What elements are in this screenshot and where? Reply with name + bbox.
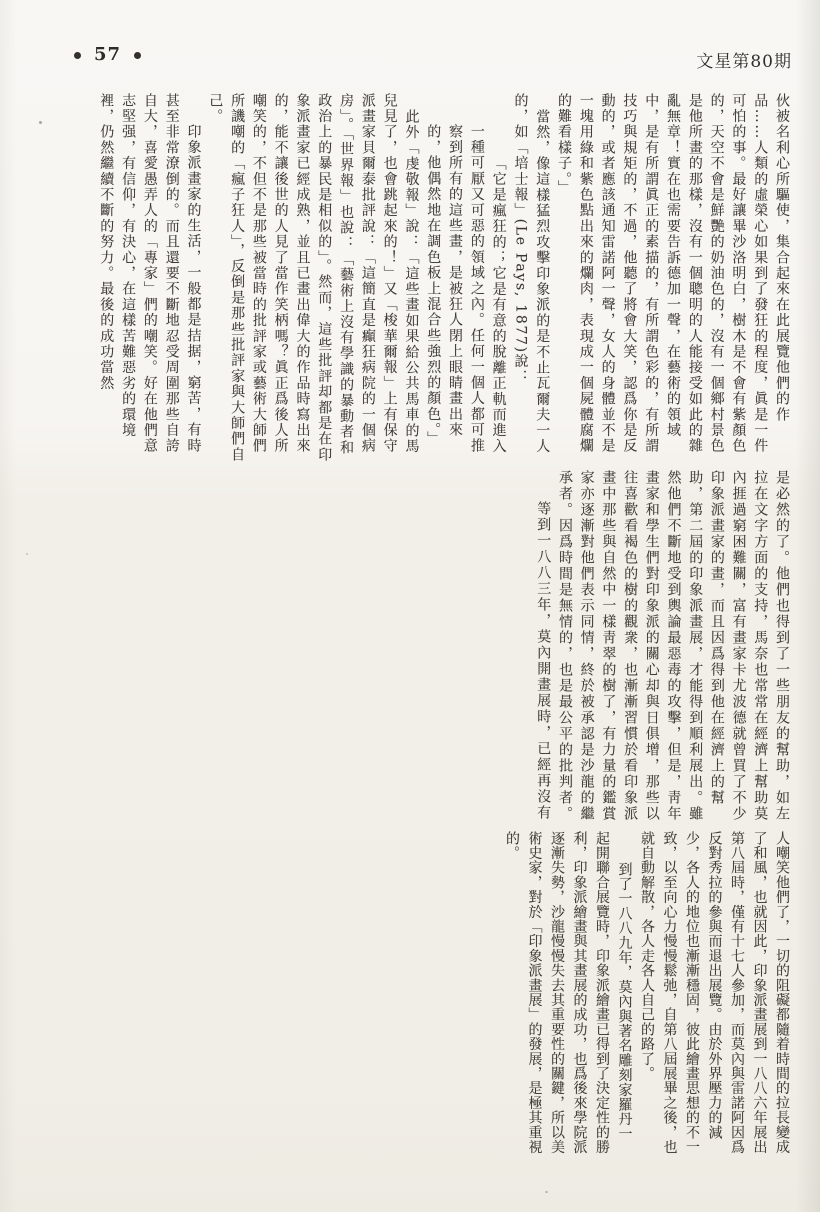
paragraph: 到了一八八九年，莫內與著名雕刻家羅丹一起開聯合展覽時，印象派繪畫已得到了決定性的勝利，印象派繪畫與其畫展的成功，也爲後來學院派逐漸失勢，沙龍慢慢失去其重要性的關鍵，所以美術史家，對於「印象派畫展」的發展，是極其重視的。 bbox=[504, 831, 633, 1155]
scan-speck bbox=[26, 553, 28, 555]
paragraph: 此外「虔敬報」說：「這些畫如果給公共馬車的馬兒見了，也會跳起來的！」又「梭華爾報」上有保守派畫家貝爾泰批評說：「這簡直是癲狂病院的一個病房」。「世界報」也說：「藝術上沒有學識的暴動者和政治上的暴民是相似的」。然而，這些批評却都是在印象派畫家已經成熟，並且已畫出偉大的作品時寫出來的，能不讓後世的人見了當作笑柄嗎？眞正爲後人所嘲笑的，不但不是那些被當時的批評家或藝術大師們所譏嘲的「瘋子狂人」，反倒是那些批評家與大師們自己。 bbox=[207, 93, 420, 463]
paragraph-continuation: 伙被名利心所驅使，集合起來在此展覽他們的作品……人類的虛榮心如果到了發狂的程度，眞是一件可怕的事。最好讓畢沙洛明白，樹木是不會有紫顏色的，天空不會是鮮艷的奶油色的，沒有一個鄉村景色是他所畫的那樣，沒有一個聰明的人能接受如此的雜亂無章！實在也需要告訴德加一聲，在藝術的領域中，是有所謂眞正的素描的，有所謂色彩的，有所謂技巧與規矩的，不過，他聽了將會大笑，認爲你是反動的，或者應該通知雷諾阿一聲，女人的身體並不是一塊用綠和紫色點出來的爛肉，表現成一個屍體腐爛的難看樣子。」 bbox=[556, 93, 790, 455]
text-band-middle bbox=[492, 470, 792, 824]
page-number-value: 57 bbox=[94, 44, 122, 65]
block-quote: 「它是瘋狂的；它是有意的脫離正軌而進入一種可厭又可惡的領域之內。任何一個人都可推察到所有的這些畫，是被狂人閉上眼睛畫出來的，他偶然地在調色板上混合些強烈的顏色。」 bbox=[425, 124, 507, 455]
paragraph: 印象派畫家的生活，一般都是拮据，窮苦，有時甚至非常潦倒的。而且還要不斷地忍受周圍那些自誇自大，喜愛愚弄人的「專家」們的嘲笑。好在他們意志堅强，有信仰，有決心，在這樣苦難惡劣的環境裡，仍然繼續不斷的努力。最後的成功當然 bbox=[98, 93, 202, 455]
bullet-dot-icon bbox=[134, 52, 141, 59]
scan-speck bbox=[545, 1191, 548, 1193]
paragraph: 當然，像這樣猛烈攻擊印象派的是不止瓦爾夫一人的，如「培士報」(Le Pays, 1877)說： bbox=[512, 93, 551, 455]
scan-speck bbox=[39, 121, 42, 124]
page-number bbox=[74, 44, 141, 66]
paragraph: 等到一八八三年，莫內開畫展時，已經再沒有 bbox=[535, 501, 552, 821]
paragraph-continuation: 是必然的了。他們也得到了一些朋友的幫助，如左拉在文字方面的支持，馬奈也常常在經濟上幫助莫內捱過窮困難關，富有畫家卡尤波德就曾買了不少印象派畫家的畫，而且因爲得到他在經濟上的幫助，第二屆的印象派畫展，才能得到順利展出。雖然他們不斷地受到輿論最惡毒的攻擊，但是，靑年畫家和學生們對印象派的關心却與日俱增，那些以往喜歡看褐色的樹的觀衆，也漸漸習慣於看印象派畫中那些與自然中一樣靑翠的樹了，有力量的鑑賞家亦逐漸對他們表示同情，終於被承認是沙龍的繼承者。因爲時間是無情的，也是最公平的批判者。 bbox=[556, 470, 790, 822]
text-band-bottom bbox=[481, 831, 793, 1155]
bullet-dot-icon bbox=[74, 52, 81, 59]
text-band-top bbox=[46, 93, 792, 465]
publication-title: 文星第80期 bbox=[696, 52, 792, 72]
paragraph-continuation: 人嘲笑他們了，一切的阻礙都隨着時間的拉長變成了和風，也就因此，印象派畫展到一八八六年展出第八屆時，僅有十七人參加，而莫內與雷諾阿因爲反對秀拉的參與而退出展覽。由於外界壓力的減少，各人的地位也漸漸穩固，彼此繪畫思想的不一致，以至向心力慢慢鬆弛，自第八屆展畢之後，也就自動解散，各人走各人自己的路了。 bbox=[639, 831, 790, 1155]
